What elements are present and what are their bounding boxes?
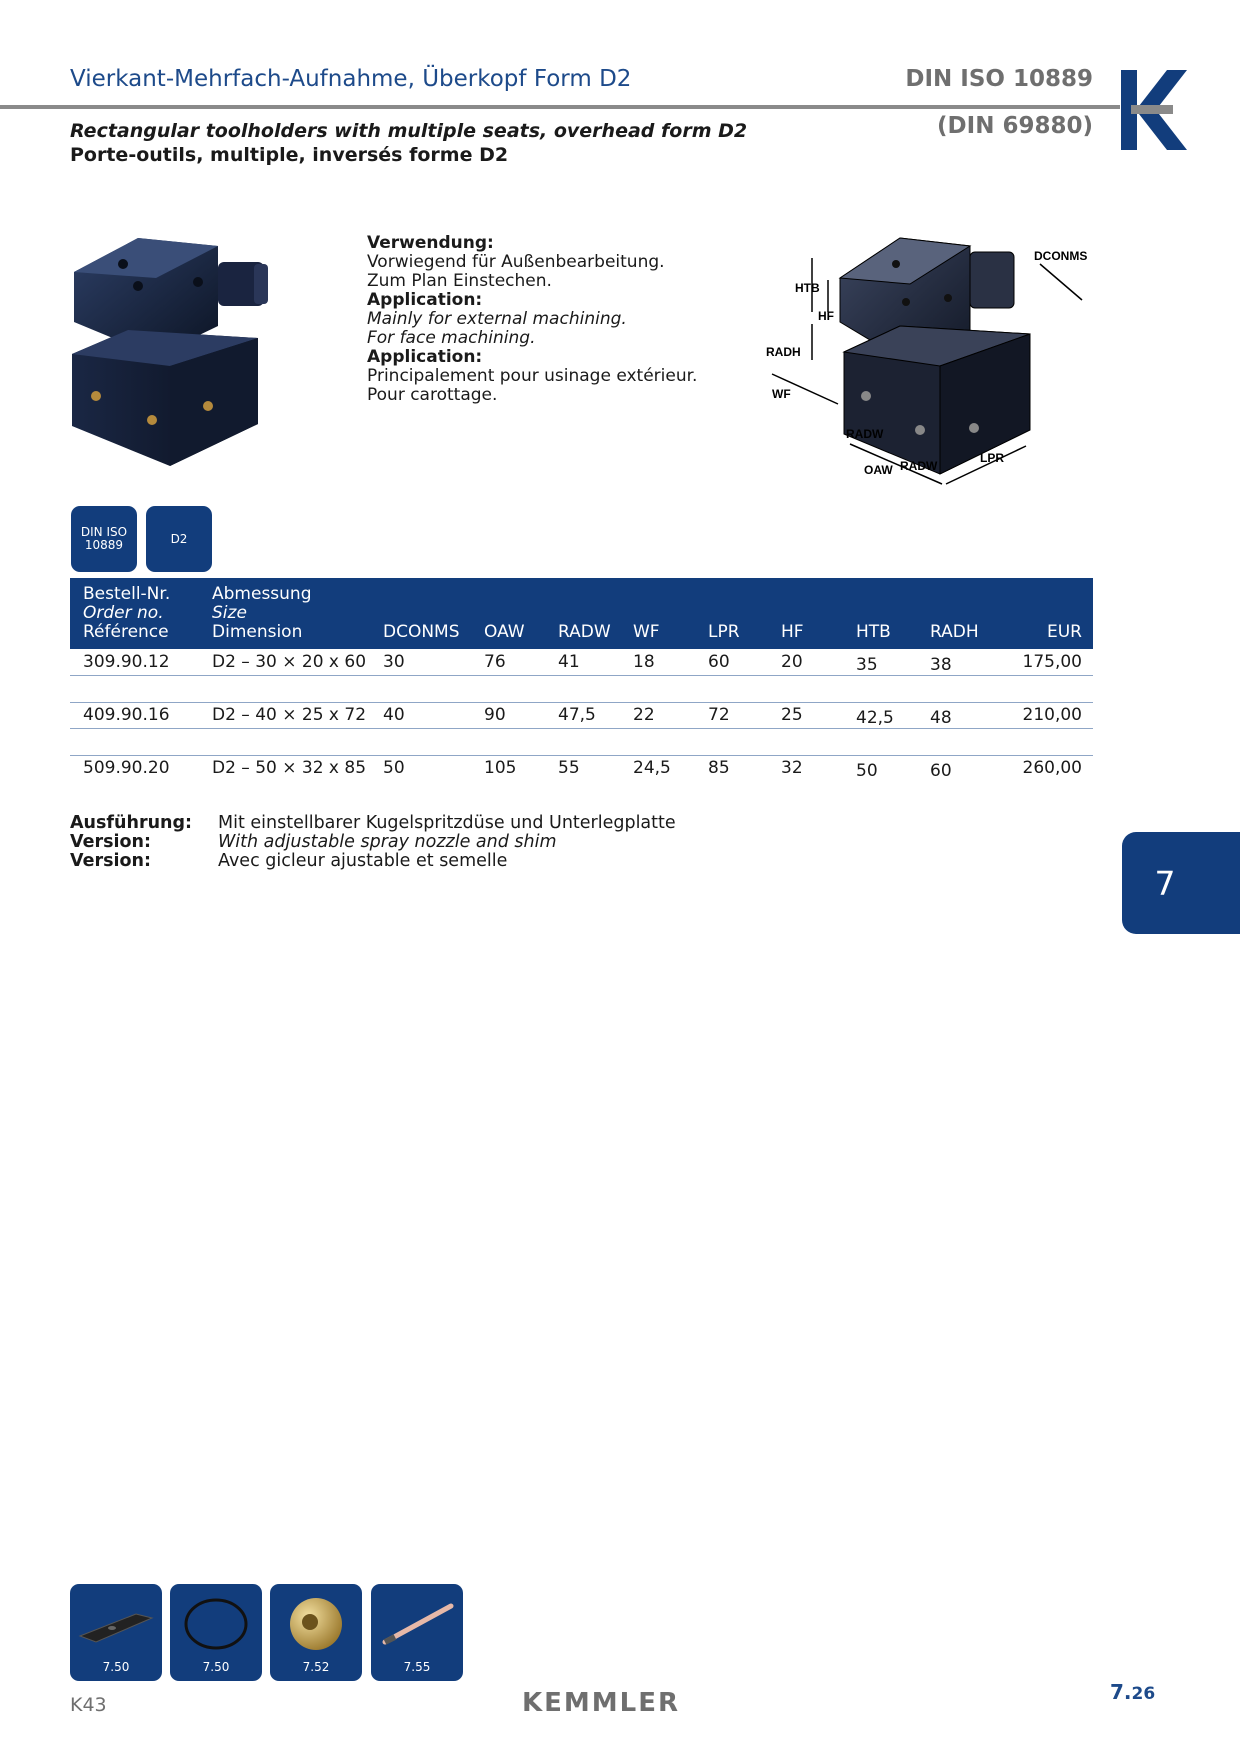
accessory-shim-plate[interactable] — [70, 1584, 162, 1681]
cell-dconms: 30 — [383, 652, 405, 672]
cell-lpr: 72 — [708, 705, 730, 725]
row-divider — [70, 755, 1093, 756]
cell-lpr: 60 — [708, 652, 730, 672]
form-badge — [146, 506, 212, 572]
cell-dim: D2 – 50 × 32 x 85 — [212, 758, 367, 778]
diagram-label-lpr: LPR — [980, 451, 1004, 465]
usage-heading-en: Application: — [367, 290, 483, 310]
page-number — [1110, 1680, 1155, 1704]
form-badge-label: D2 — [170, 531, 188, 546]
coolant-pipe-icon — [377, 1592, 457, 1654]
cell-oaw: 90 — [484, 705, 506, 725]
usage-text-de-1: Vorwiegend für Außenbearbeitung. — [367, 252, 665, 272]
cell-htb: 35 — [856, 655, 878, 675]
version-label-de: Ausführung: — [70, 813, 193, 833]
col-order-fr: Référence — [83, 622, 169, 642]
col-size-en: Size — [212, 603, 247, 623]
col-eur: EUR — [1047, 622, 1082, 642]
col-size-de: Abmessung — [212, 584, 312, 604]
cell-wf: 18 — [633, 652, 655, 672]
cell-order: 309.90.12 — [83, 652, 170, 672]
cell-radh: 48 — [930, 708, 952, 728]
cell-lpr: 85 — [708, 758, 730, 778]
cell-htb: 42,5 — [856, 708, 894, 728]
col-order-en: Order no. — [83, 603, 164, 623]
diagram-label-wf: WF — [772, 387, 791, 401]
cell-wf: 24,5 — [633, 758, 671, 778]
subtitle-fr: Porte-outils, multiple, inversés forme D2 — [70, 144, 509, 166]
usage-text-fr-1: Principalement pour usinage extérieur. — [367, 366, 698, 386]
diagram-label-radw-2: RADW — [900, 459, 938, 473]
cell-hf: 25 — [781, 705, 803, 725]
subtitle-en: Rectangular toolholders with multiple seats, overhead form D2 — [70, 120, 748, 142]
col-order-de: Bestell-Nr. — [83, 584, 171, 604]
version-text-fr: Avec gicleur ajustable et semelle — [218, 851, 508, 871]
col-wf: WF — [633, 622, 660, 642]
row-divider — [70, 702, 1093, 703]
accessory-label: 7.55 — [403, 1660, 431, 1674]
cell-dim: D2 – 40 × 25 x 72 — [212, 705, 367, 725]
dimension-diagram — [760, 234, 1110, 519]
cell-oaw: 76 — [484, 652, 506, 672]
cell-eur: 210,00 — [1022, 705, 1082, 725]
cell-radh: 38 — [930, 655, 952, 675]
version-label-en: Version: — [70, 832, 151, 852]
cell-dconms: 40 — [383, 705, 405, 725]
diagram-label-htb: HTB — [795, 281, 820, 295]
table-header — [70, 578, 1093, 649]
din-standard-old: (DIN 69880) — [937, 113, 1093, 139]
cell-htb: 50 — [856, 761, 878, 781]
header-rule — [0, 105, 1120, 109]
row-divider — [70, 675, 1093, 676]
cell-radw: 47,5 — [558, 705, 596, 725]
table-row — [70, 758, 1093, 782]
table-row — [70, 652, 1093, 676]
kemmler-logo — [1121, 70, 1189, 150]
usage-block — [367, 234, 727, 405]
usage-text-fr-2: Pour carottage. — [367, 385, 498, 405]
diagram-label-radh: RADH — [766, 345, 801, 359]
din-badge-line1: DIN ISO — [80, 525, 128, 539]
brand-wordmark: KEMMLER — [522, 1688, 681, 1718]
accessory-coolant-pipe[interactable] — [371, 1584, 463, 1681]
col-radh: RADH — [930, 622, 979, 642]
col-oaw: OAW — [484, 622, 525, 642]
col-order — [83, 585, 170, 642]
version-label-fr: Version: — [70, 851, 151, 871]
usage-text-en-2: For face machining. — [367, 328, 536, 348]
din-standard: DIN ISO 10889 — [905, 66, 1093, 92]
table-row — [70, 705, 1093, 729]
shim-plate-icon — [76, 1592, 156, 1654]
cell-eur: 175,00 — [1022, 652, 1082, 672]
o-ring-icon — [176, 1592, 256, 1654]
din-badge-line2: 10889 — [84, 538, 124, 552]
cell-dconms: 50 — [383, 758, 405, 778]
cell-hf: 32 — [781, 758, 803, 778]
col-size — [212, 585, 312, 642]
page-number-main: 7. — [1110, 1680, 1132, 1704]
cell-eur: 260,00 — [1022, 758, 1082, 778]
usage-text-en-1: Mainly for external machining. — [367, 309, 627, 329]
cell-order: 409.90.16 — [83, 705, 170, 725]
col-htb: HTB — [856, 622, 891, 642]
cell-wf: 22 — [633, 705, 655, 725]
version-text-en: With adjustable spray nozzle and shim — [218, 832, 557, 852]
ball-nozzle-icon — [276, 1592, 356, 1654]
accessory-label: 7.52 — [302, 1660, 330, 1674]
catalog-code: K43 — [70, 1694, 107, 1716]
accessory-ball-nozzle[interactable] — [270, 1584, 362, 1681]
page-number-sub: 26 — [1131, 1684, 1156, 1704]
usage-heading-de: Verwendung: — [367, 233, 494, 253]
page-title: Vierkant-Mehrfach-Aufnahme, Überkopf Form D2 — [70, 66, 632, 92]
accessory-label: 7.50 — [202, 1660, 230, 1674]
din-iso-badge — [71, 506, 137, 572]
version-text-de: Mit einstellbarer Kugelspritzdüse und Unterlegplatte — [218, 813, 676, 833]
product-photo — [68, 226, 278, 476]
diagram-label-dconms: DCONMS — [1034, 249, 1088, 263]
cell-oaw: 105 — [484, 758, 517, 778]
col-radw: RADW — [558, 622, 611, 642]
col-dconms: DCONMS — [383, 622, 460, 642]
usage-text-de-2: Zum Plan Einstechen. — [367, 271, 552, 291]
accessory-o-ring[interactable] — [170, 1584, 262, 1681]
cell-dim: D2 – 30 × 20 x 60 — [212, 652, 367, 672]
row-divider — [70, 728, 1093, 729]
cell-radh: 60 — [930, 761, 952, 781]
col-lpr: LPR — [708, 622, 740, 642]
cell-hf: 20 — [781, 652, 803, 672]
diagram-label-hf: HF — [818, 309, 834, 323]
chapter-tab[interactable]: 7 — [1122, 832, 1240, 934]
col-size-fr: Dimension — [212, 622, 303, 642]
accessory-label: 7.50 — [102, 1660, 130, 1674]
cell-order: 509.90.20 — [83, 758, 170, 778]
diagram-label-oaw: OAW — [864, 463, 893, 477]
usage-heading-fr: Application: — [367, 347, 483, 367]
col-hf: HF — [781, 622, 804, 642]
diagram-label-radw-1: RADW — [846, 427, 884, 441]
cell-radw: 41 — [558, 652, 580, 672]
cell-radw: 55 — [558, 758, 580, 778]
